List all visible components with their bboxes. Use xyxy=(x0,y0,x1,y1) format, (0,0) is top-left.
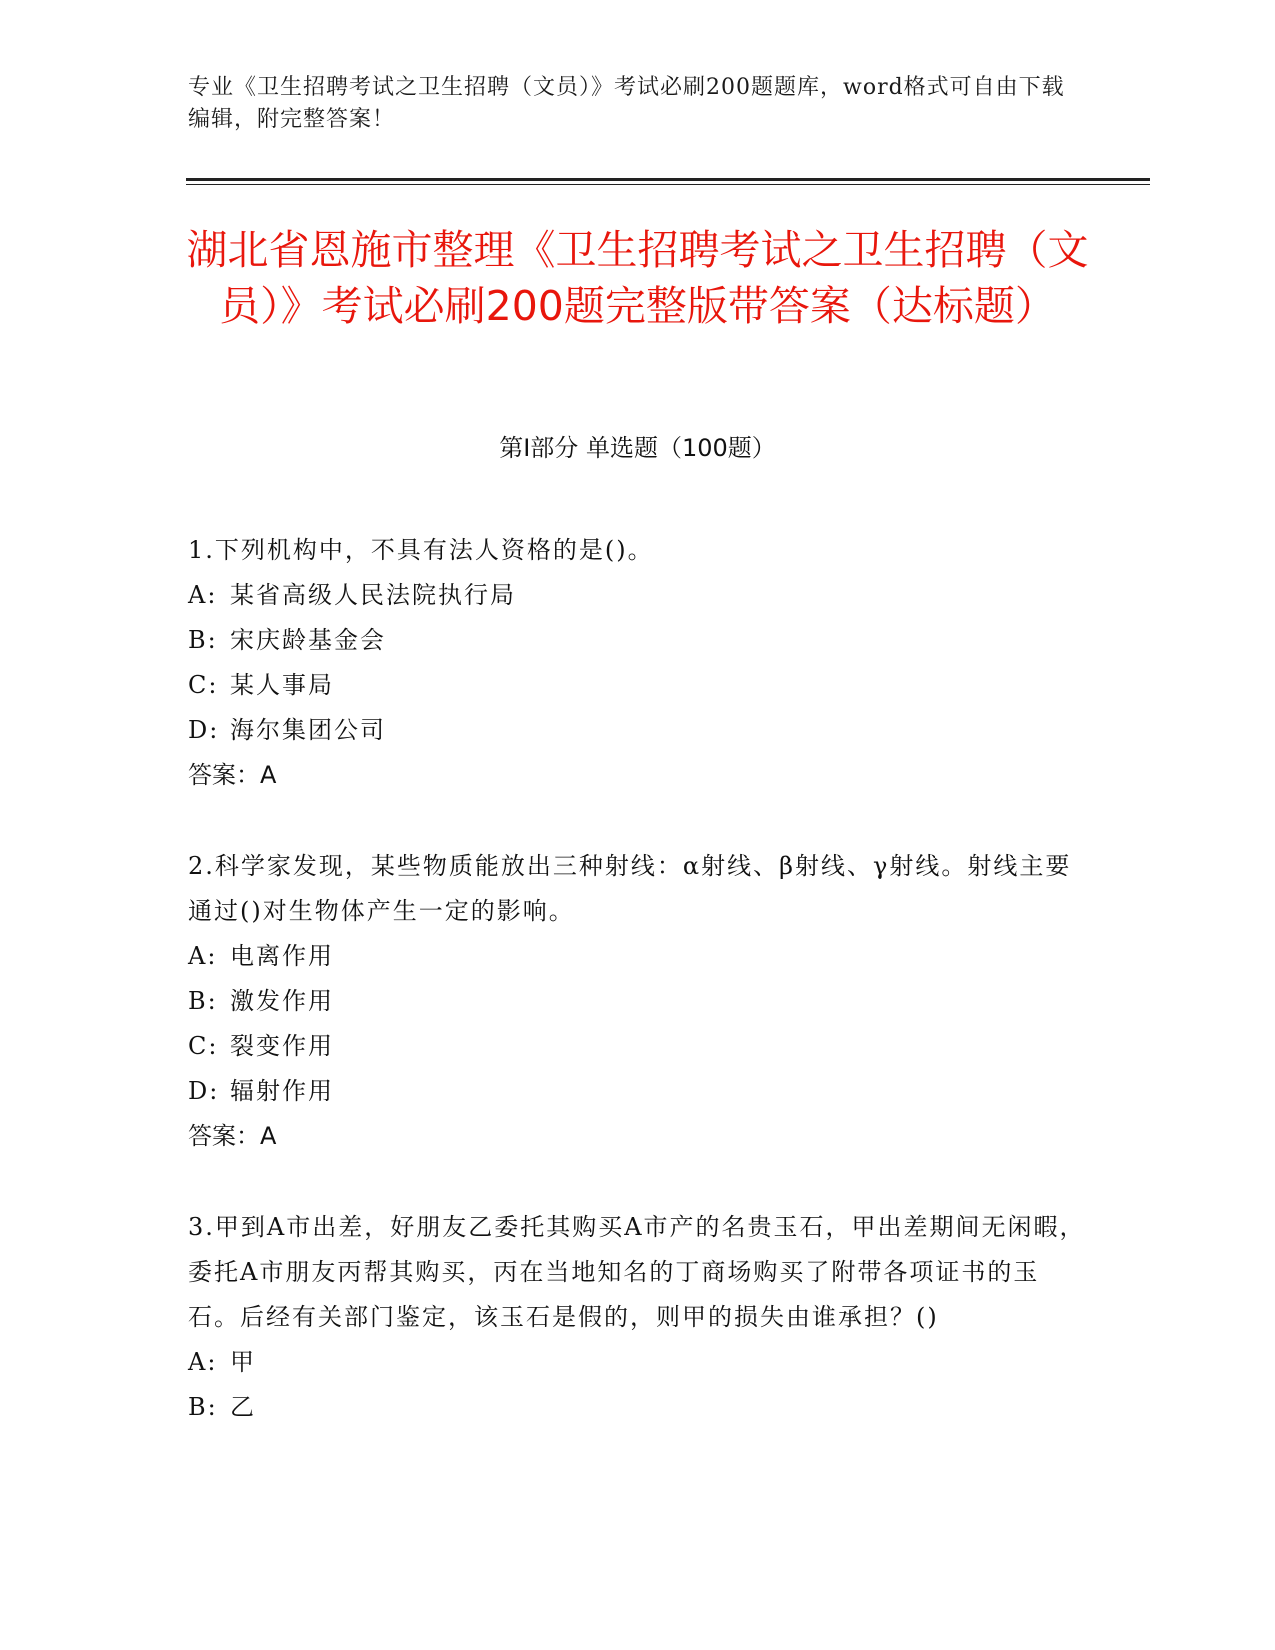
option-a xyxy=(188,573,1088,618)
option-text: 宋庆龄基金会 xyxy=(230,626,386,654)
option-text: 辐射作用 xyxy=(230,1077,334,1105)
header-rule-thick xyxy=(186,178,1150,181)
option-label: D: xyxy=(188,716,220,744)
question-2 xyxy=(188,844,1088,1159)
option-label: D: xyxy=(188,1077,220,1105)
option-text: 某省高级人民法院执行局 xyxy=(230,581,516,609)
option-label: B: xyxy=(188,626,218,654)
question-1 xyxy=(188,528,1088,798)
option-label: B: xyxy=(188,1393,218,1421)
option-label: C: xyxy=(188,671,219,699)
option-text: 电离作用 xyxy=(230,942,334,970)
option-c xyxy=(188,1024,1088,1069)
header-rule-thin xyxy=(186,184,1150,185)
option-c xyxy=(188,663,1088,708)
option-label: B: xyxy=(188,987,218,1015)
question-text: 2.科学家发现，某些物质能放出三种射线：α射线、β射线、γ射线。射线主要通过()对生物体产生一定的影响。 xyxy=(188,852,1072,925)
option-text: 乙 xyxy=(230,1393,256,1421)
document-title: 湖北省恩施市整理《卫生招聘考试之卫生招聘（文员）》考试必刷200题完整版带答案（达标题） xyxy=(186,226,1089,330)
option-b xyxy=(188,979,1088,1024)
option-d xyxy=(188,1069,1088,1114)
intro-text: 专业《卫生招聘考试之卫生招聘（文员）》考试必刷200题题库，word格式可自由下载编辑，附完整答案！ xyxy=(188,75,1065,132)
option-b xyxy=(188,1385,1088,1430)
option-a xyxy=(188,934,1088,979)
question-text: 3.甲到A市出差，好朋友乙委托其购买A市产的名贵玉石，甲出差期间无闲暇，委托A市朋友丙帮其购买，丙在当地知名的丁商场购买了附带各项证书的玉石。后经有关部门鉴定，该玉石是假的，则甲的损失由谁承担？() xyxy=(188,1213,1086,1331)
option-text: 海尔集团公司 xyxy=(230,716,386,744)
option-d xyxy=(188,708,1088,753)
question-text: 1.下列机构中，不具有法人资格的是()。 xyxy=(188,536,654,564)
option-text: 某人事局 xyxy=(230,671,334,699)
option-text: 裂变作用 xyxy=(230,1032,334,1060)
option-text: 甲 xyxy=(230,1348,256,1376)
question-3 xyxy=(188,1205,1088,1430)
option-label: A: xyxy=(188,942,218,970)
question-list xyxy=(188,528,1088,1476)
option-label: C: xyxy=(188,1032,219,1060)
answer-text: 答案：A xyxy=(188,761,277,789)
option-b xyxy=(188,618,1088,663)
option-text: 激发作用 xyxy=(230,987,334,1015)
answer-text: 答案：A xyxy=(188,1122,277,1150)
section-heading: 第Ⅰ部分 单选题（100题） xyxy=(499,434,776,462)
option-a xyxy=(188,1340,1088,1385)
option-label: A: xyxy=(188,1348,218,1376)
option-label: A: xyxy=(188,581,218,609)
